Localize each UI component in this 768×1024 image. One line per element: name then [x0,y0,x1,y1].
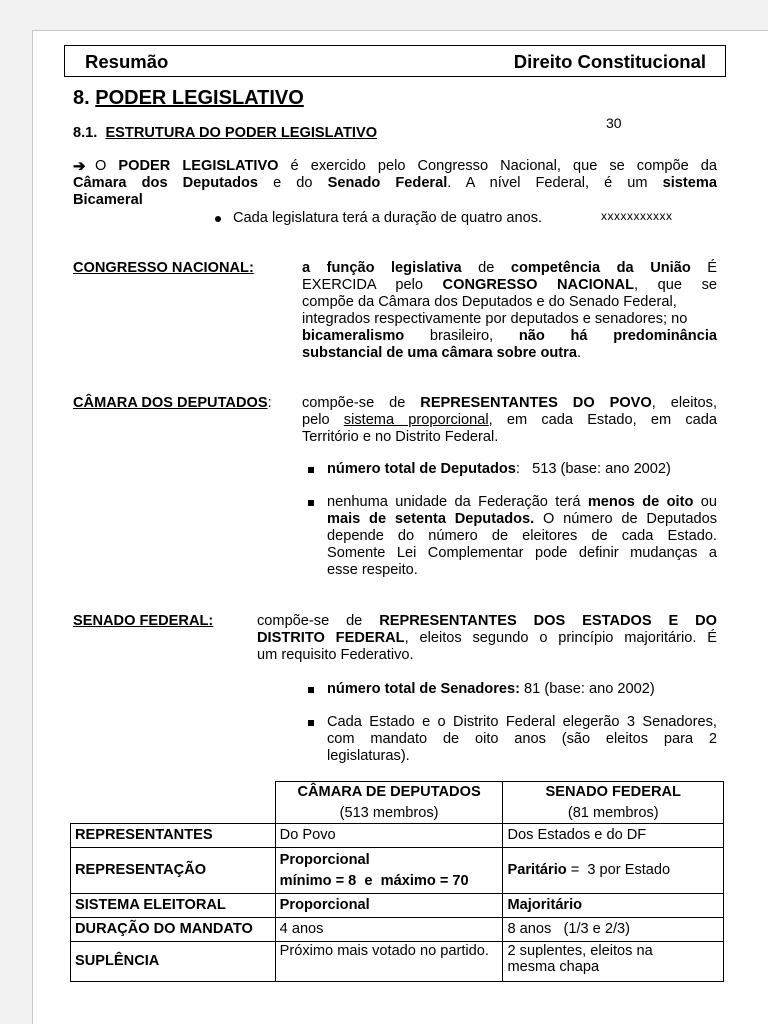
row-label: REPRESENTAÇÃO [71,848,276,894]
comparison-table [70,781,724,982]
intro-line-3: Bicameral [73,192,143,208]
section-heading [73,87,304,110]
senado-line-3: um requisito Federativo. [257,647,414,663]
senado-bullet-2-line-1: Cada Estado e o Distrito Federal elegerão 3 Senadores, [327,714,717,730]
senado-bullet-2-line-2: com mandato de oito anos (são eleitos para 2 [327,731,717,747]
congresso-line-4: integrados respectivamente por deputados e senadores; no [302,311,688,327]
row-label: REPRESENTANTES [71,824,276,848]
bullet-square [308,687,314,693]
subsection-number: 8.1. [73,125,98,141]
camara-bullet-2-line-3: depende do número de eleitores de cada Estado. [327,528,717,544]
congresso-line-6: substancial de uma câmara sobre outra. [302,345,582,361]
senado-line-1: compõe-se de REPRESENTANTES DOS ESTADOS E DO [257,613,717,629]
page-header [64,45,726,77]
table-corner [71,782,276,824]
document-page [32,30,768,1024]
cell-camara: Proporcional mínimo = 8 e máximo = 70 [275,848,503,894]
bullet-dot [215,216,221,222]
section-title: PODER LEGISLATIVO [95,87,304,109]
row-label: SISTEMA ELEITORAL [71,894,276,918]
congresso-term: CONGRESSO NACIONAL: [73,260,254,276]
senado-term: SENADO FEDERAL: [73,613,214,629]
cell-camara: Próximo mais votado no partido. [275,942,503,982]
col-header-senado: SENADO FEDERAL (81 membros) [503,782,724,824]
cell-camara: Do Povo [275,824,503,848]
senado-line-2: DISTRITO FEDERAL, eleitos segundo o princípio majoritário. É [257,630,717,646]
camara-bullet-2-line-1: nenhuma unidade da Federação terá menos de oito ou [327,494,717,510]
col-header-camara: CÂMARA DE DEPUTADOS (513 membros) [275,782,503,824]
camara-bullet-1: número total de Deputados: 513 (base: ano 2002) [327,461,671,477]
intro-bullet: Cada legislatura terá a duração de quatro anos. [233,210,543,226]
table-row [71,824,724,848]
senado-bullet-2-line-3: legislaturas). [327,748,410,764]
table-row [71,942,724,982]
congresso-line-3: compõe da Câmara dos Deputados e do Senado Federal, [302,294,677,310]
table-row [71,894,724,918]
bullet-square [308,467,314,473]
intro-line-2: Câmara dos Deputados e do Senado Federal. A nível Federal, é um sistema [73,175,717,191]
intro-line-1: O PODER LEGISLATIVO é exercido pelo Congresso Nacional, que se compõe da [95,158,717,174]
subsection-heading [73,125,377,141]
camara-term-wrap: CÂMARA DOS DEPUTADOS: [73,395,272,411]
camara-bullet-2-line-5: esse respeito. [327,562,418,578]
camara-line-1: compõe-se de REPRESENTANTES DO POVO, eleitos, [302,395,717,411]
camara-bullet-2-line-2: mais de setenta Deputados. O número de Deputados [327,511,717,527]
page-number: 30 [606,115,622,131]
camara-bullet-2-line-4: Somente Lei Complementar pode definir mudanças a [327,545,717,561]
camara-line-3: Território e no Distrito Federal. [302,429,499,445]
cell-senado: 8 anos (1/3 e 2/3) [503,918,724,942]
congresso-line-2: EXERCIDA pelo CONGRESSO NACIONAL, que se [302,277,717,293]
cell-senado: Dos Estados e do DF [503,824,724,848]
bullet-square [308,500,314,506]
cell-senado: 2 suplentes, eleitos na mesma chapa [503,942,724,982]
cell-senado: Majoritário [503,894,724,918]
camara-term: CÂMARA DOS DEPUTADOS [73,395,268,411]
senado-bullet-1: número total de Senadores: 81 (base: ano 2002) [327,681,655,697]
header-left-title: Resumão [85,51,169,72]
cell-camara: 4 anos [275,918,503,942]
camara-line-2: pelo sistema proporcional, em cada Estado, em cada [302,412,718,428]
table-header-row [71,782,724,824]
congresso-line-5: bicameralismo brasileiro, não há predominância [302,328,718,344]
table-row [71,918,724,942]
row-label: DURAÇÃO DO MANDATO [71,918,276,942]
cell-senado: Paritário = 3 por Estado [503,848,724,894]
bullet-square [308,720,314,726]
header-right-title: Direito Constitucional [513,51,706,72]
arrow-right-icon: ➔ [73,158,86,175]
section-number: 8. [73,87,90,109]
congresso-line-1: a função legislativa de competência da União É [302,260,717,276]
table-row [71,848,724,894]
cell-camara: Proporcional [275,894,503,918]
intro-xs: xxxxxxxxxxx [601,209,673,223]
subsection-title: ESTRUTURA DO PODER LEGISLATIVO [105,125,378,141]
row-label: SUPLÊNCIA [71,942,276,982]
